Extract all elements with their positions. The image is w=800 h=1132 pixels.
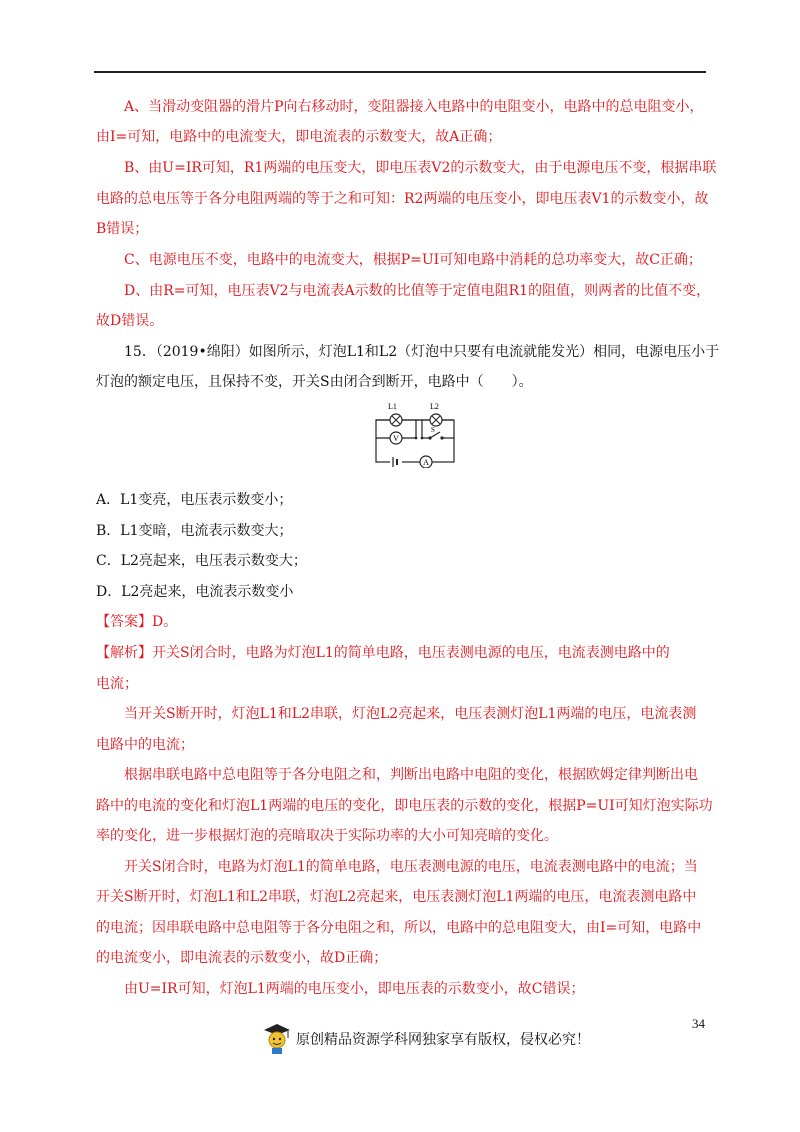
analysis-line-6: 路中的电流的变化和灯泡L1两端的电压的变化，即电压表的示数的变化，根据P=UI可知灯泡实际功	[96, 798, 713, 814]
text-line-d2: 故D错误。	[96, 313, 164, 329]
option-c: C．L2亮起来，电压表示数变大；	[96, 553, 307, 569]
lamp-l2-icon	[430, 414, 442, 426]
lamp-l1-icon	[390, 414, 402, 426]
analysis-line-5: 根据串联电路中总电阻等于各分电阻之和，判断出电路中电阻的变化，根据欧姆定律判断出电	[124, 767, 698, 783]
footer	[262, 1022, 590, 1056]
option-b: B．L1变暗，电流表示数变大；	[96, 523, 293, 539]
battery-icon	[390, 457, 402, 467]
header-rule	[94, 71, 706, 73]
option-a: A．L1变亮，电压表示数变小；	[96, 492, 293, 508]
voltmeter-label: V	[393, 434, 399, 443]
page-number: 34	[692, 1016, 705, 1031]
text-line-b1: B、由U=IR可知，R1两端的电压变大，即电压表V2的示数变大，由于电源电压不变，根据串联	[124, 160, 717, 176]
analysis-line-12: 由U=IR可知，灯泡L1两端的电压变小，即电压表的示数变小，故C错误；	[124, 981, 585, 997]
text-line-b2: 电路的总电压等于各分电阻两端的等于之和可知：R2两端的电压变小，即电压表V1的示数变小，故	[96, 191, 709, 207]
switch-label: S	[431, 426, 435, 434]
analysis-line-10: 的电流；因串联电路中总电阻等于各分电阻之和，所以，电路中的总电阻变大，由I=可知，电路中	[96, 920, 702, 936]
analysis-line-4: 电路中的电流；	[96, 737, 194, 753]
text-line-a2: 由I=可知，电路中的电流变大，即电流表的示数变大，故A正确；	[96, 129, 502, 145]
text-line-b3: B错误；	[96, 221, 149, 237]
ammeter-label: A	[423, 458, 429, 467]
analysis-line-8: 开关S闭合时，电路为灯泡L1的简单电路，电压表测电源的电压，电流表测电路中的电流；当	[124, 859, 698, 875]
answer-line: 【答案】D。	[96, 614, 178, 630]
footer-copyright: 原创精品资源学科网独家享有版权，侵权必究！	[296, 1032, 590, 1048]
text-line-d1: D、由R=可知，电压表V2与电流表A示数的比值等于定值电阻R1的阻值，则两者的比值不变，	[124, 283, 711, 299]
scholar-mascot-icon	[262, 1022, 292, 1056]
text-line-c1: C、电源电压不变，电路中的电流变大，根据P=UI可知电路中消耗的总功率变大，故C正确；	[124, 252, 702, 268]
analysis-line-9: 开关S断开时，灯泡L1和L2串联，灯泡L2亮起来，电压表测灯泡L1两端的电压，电流表测电路中	[96, 889, 697, 905]
analysis-line-3: 当开关S断开时，灯泡L1和L2串联，灯泡L2亮起来，电压表测灯泡L1两端的电压，电流表测	[124, 706, 697, 722]
analysis-line-11: 的电流变小，即电流表的示数变小，故D正确；	[96, 950, 388, 966]
text-line-a1: A、当滑动变阻器的滑片P向右移动时，变阻器接入电路中的电阻变小，电路中的总电阻变小，	[124, 99, 704, 115]
question-line-1: 15．（2019•绵阳）如图所示，灯泡L1和L2（灯泡中只要有电流就能发光）相同，电源电压小于	[124, 344, 720, 360]
option-d: D．L2亮起来，电流表示数变小	[96, 584, 294, 600]
circuit-diagram	[370, 398, 460, 468]
question-line-2: 灯泡的额定电压，且保持不变，开关S由闭合到断开，电路中（ ）。	[96, 374, 533, 390]
lamp-l2-label: L2	[430, 402, 439, 411]
analysis-line-1: 【解析】开关S闭合时，电路为灯泡L1的简单电路，电压表测电源的电压，电流表测电路中的	[96, 645, 670, 661]
lamp-l1-label: L1	[388, 402, 397, 411]
analysis-line-2: 电流；	[96, 676, 138, 692]
analysis-line-7: 率的变化，进一步根据灯泡的亮暗取决于实际功率的大小可知亮暗的变化。	[96, 828, 558, 844]
